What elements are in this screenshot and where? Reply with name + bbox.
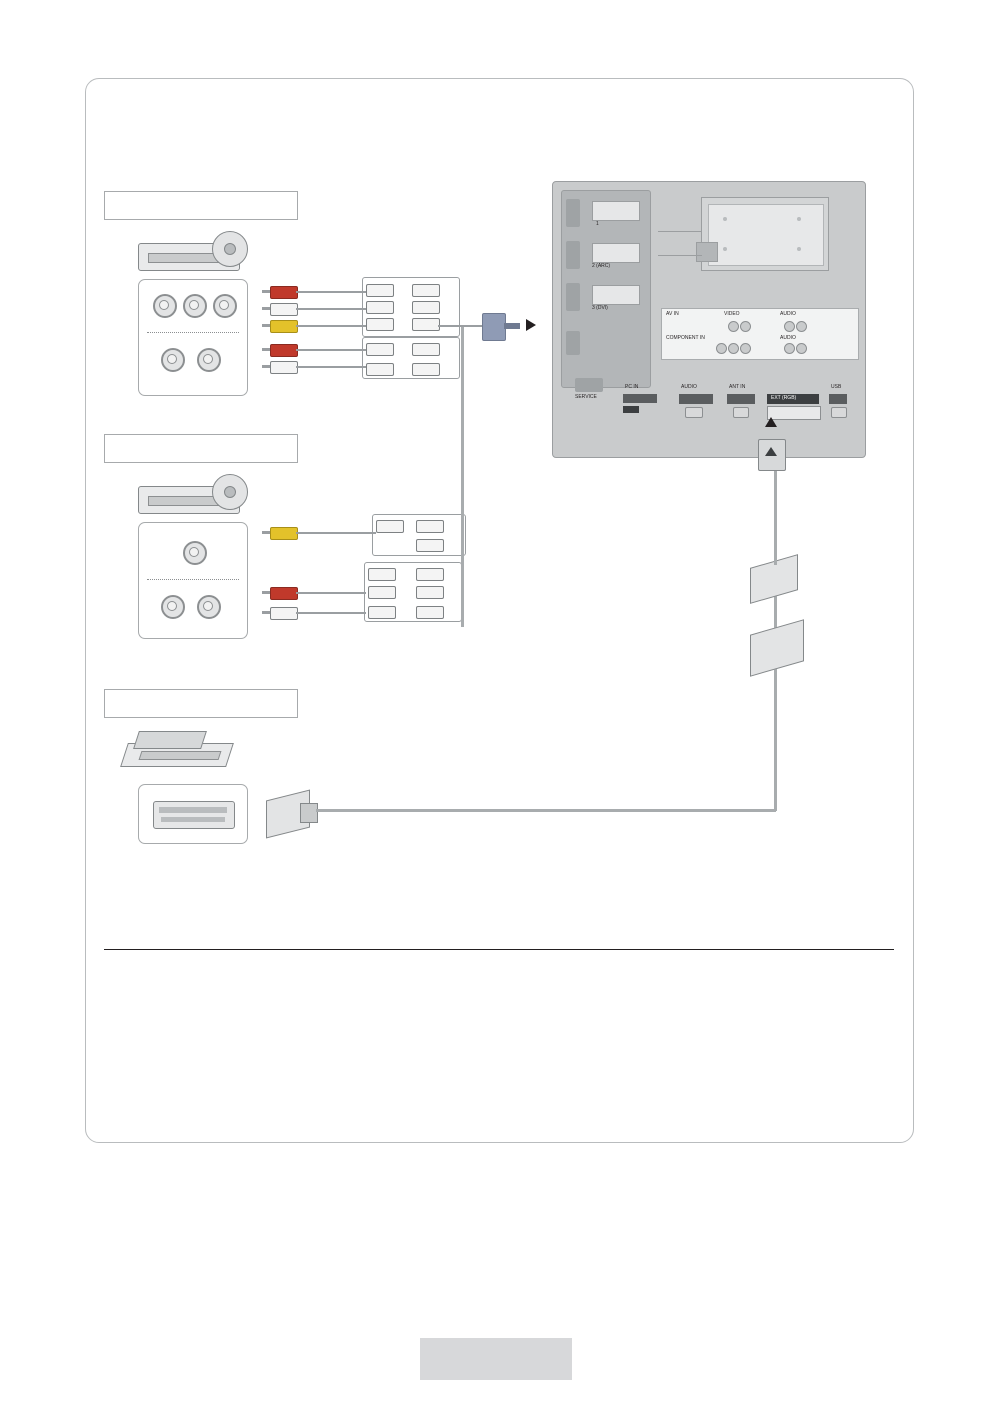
section-2-title-box: [104, 434, 298, 463]
tv-port-3-label: 3 (DVI): [592, 305, 608, 311]
av-in-label: AV IN: [666, 311, 679, 317]
device-3-scart-socket: [138, 784, 248, 844]
device-icon-scart-box: [114, 729, 244, 775]
usb-label: USB: [831, 384, 842, 390]
tv-port-1-label: 1: [596, 221, 599, 227]
rca-plug-red: [270, 286, 298, 299]
tv-rear-surface: [708, 204, 824, 266]
cable-riser: [461, 327, 464, 627]
device-icon-dvd-2: [138, 474, 256, 518]
scart-plug-upper: [750, 619, 804, 676]
video-label: VIDEO: [724, 311, 740, 317]
connection-arrow-2: [765, 417, 777, 427]
av-in-block: [661, 308, 859, 360]
section-3-title-box: [104, 689, 298, 718]
av-adapter-connector: [482, 313, 506, 341]
tv-port-2-label: 2 (ARC): [592, 263, 611, 269]
ext-rgb-label: EXT (RGB): [771, 395, 797, 401]
section-divider: [104, 949, 894, 950]
audio-label-2: AUDIO: [780, 335, 796, 341]
rca-plug-white-2: [270, 361, 298, 374]
tv-side-ports: [561, 190, 651, 388]
rca-plug-red-2: [270, 344, 298, 357]
tv-bottom-ports: [623, 384, 849, 426]
rca-plug-white-3: [270, 607, 298, 620]
service-label: SERVICE: [575, 394, 597, 400]
audio-label-1: AUDIO: [780, 311, 796, 317]
device-icon-dvd-1: [138, 231, 256, 275]
connection-arrow-1: [526, 319, 536, 331]
device-2-jack-panel: [138, 522, 248, 639]
rca-plug-white: [270, 303, 298, 316]
section-1-title-box: [104, 191, 298, 220]
page-footer-bar: [420, 1338, 572, 1380]
device-1-jack-panel: [138, 279, 248, 396]
component-in-label: COMPONENT IN: [666, 335, 705, 341]
rca-plug-yellow: [270, 320, 298, 333]
ant-in-label: ANT IN: [729, 384, 746, 390]
audio-in-label: AUDIO: [681, 384, 697, 390]
rca-plug-yellow-3: [270, 527, 298, 540]
pc-in-label: PC IN: [625, 384, 639, 390]
tv-rear-overview: [701, 197, 829, 271]
rca-plug-red-3: [270, 587, 298, 600]
main-frame: [85, 78, 914, 1143]
